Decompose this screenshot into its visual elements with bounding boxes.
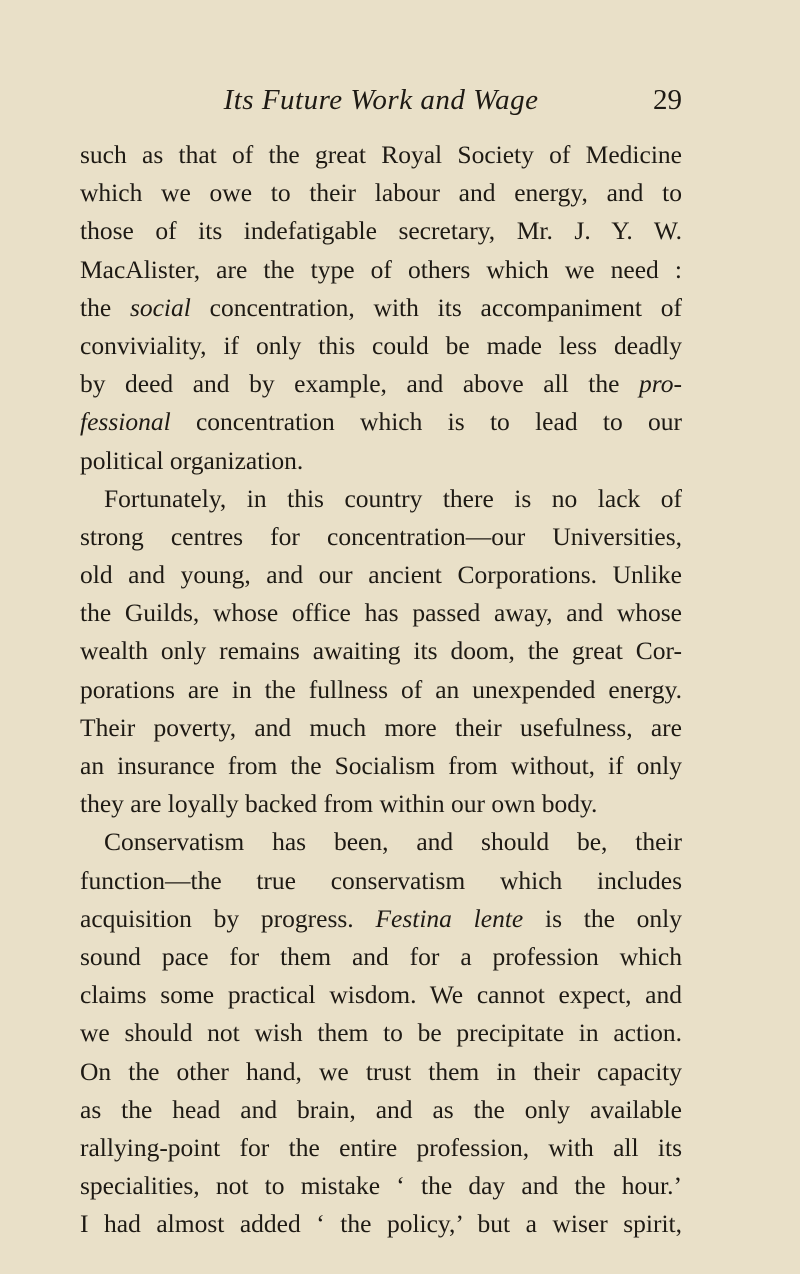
running-head: [80, 80, 682, 120]
text-line-20: function—the true conservatism which includes: [80, 865, 682, 895]
text-segment: by deed and by example, and above all the: [80, 369, 640, 399]
text-line-22: sound pace for them and for a profession which: [80, 941, 682, 971]
page-number: 29: [653, 84, 682, 116]
text-line-24: we should not wish them to be precipitate in action.: [80, 1018, 682, 1048]
text-line-6: conviviality, if only this could be made less deadly: [80, 330, 682, 360]
text-line-18: they are loyally backed from within our own body.: [80, 789, 598, 819]
text-line-17: an insurance from the Socialism from without, if only: [80, 751, 682, 780]
text-line-15: porations are in the fullness of an unexpended energy.: [80, 674, 682, 704]
text-line-19: Conservatism has been, and should be, their: [104, 827, 682, 857]
text-line-7: [80, 365, 682, 403]
text-line-26: as the head and brain, and as the only available: [80, 1094, 682, 1124]
text-line-12: old and young, and our ancient Corporations. Unlike: [80, 560, 682, 590]
body-text: [80, 136, 682, 1243]
text-line-16: Their poverty, and much more their usefulness, are: [80, 712, 682, 742]
running-title: Its Future Work and Wage: [223, 84, 539, 116]
text-line-4: MacAlister, are the type of others which we need :: [80, 254, 682, 284]
text-line-29: I had almost added ‘ the policy,’ but a wiser spirit,: [80, 1209, 682, 1239]
text-line-13: the Guilds, whose office has passed away, and whose: [80, 598, 682, 628]
text-line-14: wealth only remains awaiting its doom, the great Cor-: [80, 636, 682, 666]
text-line-28: specialities, not to mistake ‘ the day and the hour.’: [80, 1171, 682, 1201]
text-line-21: [80, 900, 682, 938]
text-line-8: [80, 403, 682, 441]
italic-emphasis: Festina lente: [375, 903, 524, 933]
text-line-3: those of its indefatigable secretary, Mr. J. Y. W.: [80, 216, 682, 246]
text-line-5: [80, 289, 682, 327]
text-segment: concentration which is to lead to our: [170, 407, 682, 437]
text-line-10: Fortunately, in this country there is no lack of: [104, 483, 682, 513]
text-line-23: claims some practical wisdom. We cannot expect, and: [80, 980, 682, 1010]
italic-emphasis: pro-: [639, 369, 682, 399]
text-line-1: such as that of the great Royal Society of Medicine: [80, 140, 682, 169]
text-segment: concentration, with its accompaniment of: [190, 292, 682, 322]
text-segment: is the only: [523, 903, 682, 933]
text-line-11: strong centres for concentration—our Universities,: [80, 521, 682, 551]
text-segment: acquisition by progress.: [80, 903, 376, 933]
text-line-2: which we owe to their labour and energy, and to: [80, 178, 682, 208]
text-segment: the: [80, 292, 130, 322]
text-line-9: political organization.: [80, 445, 304, 475]
text-line-25: On the other hand, we trust them in their capacity: [80, 1056, 682, 1086]
text-line-27: rallying-point for the entire profession, with all its: [80, 1132, 682, 1162]
italic-emphasis: social: [129, 292, 191, 322]
italic-emphasis: fessional: [80, 407, 171, 437]
